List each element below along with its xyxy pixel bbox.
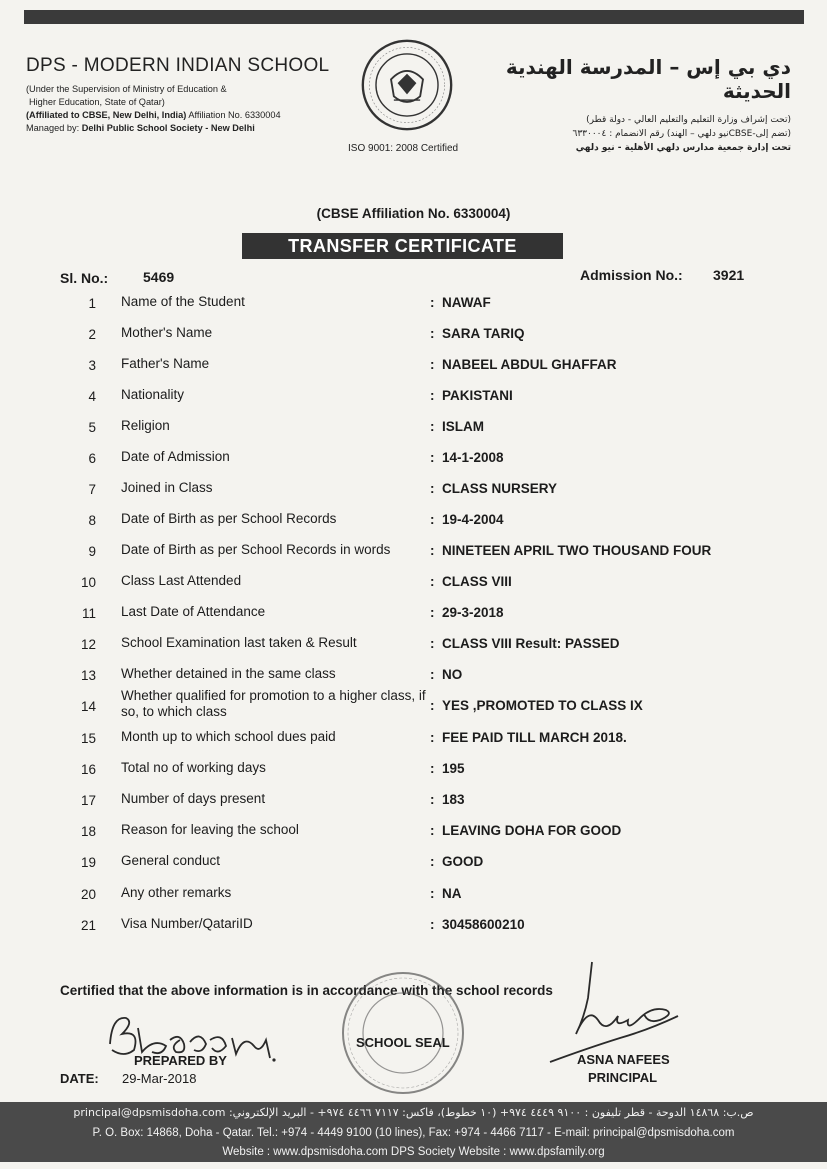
row-number: 4 xyxy=(88,389,96,404)
row-label: Visa Number/QatariID xyxy=(121,916,253,931)
row-value: FEE PAID TILL MARCH 2018. xyxy=(442,730,627,745)
table-row xyxy=(0,635,827,655)
row-number: 7 xyxy=(88,482,96,497)
row-label: Reason for leaving the school xyxy=(121,822,299,837)
row-label: Number of days present xyxy=(121,791,266,806)
row-number: 15 xyxy=(80,731,96,746)
certification-statement: Certified that the above information is in accordance with the school records xyxy=(60,983,553,998)
table-row xyxy=(0,604,827,624)
row-value: 195 xyxy=(442,761,465,776)
row-value: 183 xyxy=(442,792,465,807)
row-label: Religion xyxy=(121,418,170,433)
row-label: Nationality xyxy=(121,387,185,402)
row-colon: : xyxy=(430,917,435,932)
table-row xyxy=(0,387,827,407)
school-seal-label: SCHOOL SEAL xyxy=(356,1035,450,1050)
table-row xyxy=(0,325,827,345)
affiliation-bold: (Affiliated to CBSE, New Delhi, India) xyxy=(26,110,187,120)
certificate-title: TRANSFER CERTIFICATE xyxy=(242,233,563,259)
arabic-school-name: دي بي إس – المدرسة الهندية الحديثة xyxy=(505,55,791,103)
row-value: SARA TARIQ xyxy=(442,326,525,341)
row-label: Last Date of Attendance xyxy=(121,604,266,619)
table-row xyxy=(0,916,827,936)
row-number: 13 xyxy=(80,668,96,683)
row-colon: : xyxy=(430,450,435,465)
row-value: YES ,PROMOTED TO CLASS IX xyxy=(442,698,643,713)
admission-number-label: Admission No.: xyxy=(580,267,683,283)
row-value: LEAVING DOHA FOR GOOD xyxy=(442,823,622,838)
affiliation-rest: Affiliation No. 6330004 xyxy=(186,110,281,120)
row-number: 14 xyxy=(80,699,96,714)
row-value: NAWAF xyxy=(442,295,491,310)
managed-prefix: Managed by: xyxy=(26,123,82,133)
row-number: 9 xyxy=(88,544,96,559)
admission-number-value: 3921 xyxy=(713,267,745,283)
row-value: 29-3-2018 xyxy=(442,605,504,620)
date-label: DATE: xyxy=(60,1071,99,1086)
row-colon: : xyxy=(430,854,435,869)
cbse-affiliation: (CBSE Affiliation No. 6330004) xyxy=(316,206,511,221)
row-label: Class Last Attended xyxy=(121,573,242,588)
table-row xyxy=(0,418,827,438)
principal-name: ASNA NAFEES xyxy=(577,1052,670,1067)
row-label: Date of Admission xyxy=(121,449,230,464)
row-label: Month up to which school dues paid xyxy=(121,729,336,744)
row-colon: : xyxy=(430,605,435,620)
arabic-line-2: (تضم إلى-CBSEنيو دلهي – الهند) رقم الانضمام : ٦٣٣٠٠٠٤ xyxy=(572,129,791,139)
row-number: 19 xyxy=(80,855,96,870)
row-label: Whether detained in the same class xyxy=(121,666,336,681)
row-label: Mother's Name xyxy=(121,325,213,340)
table-row xyxy=(0,449,827,469)
row-number: 11 xyxy=(81,606,96,621)
header-line-2: Higher Education, State of Qatar) xyxy=(29,97,165,107)
row-number: 10 xyxy=(80,575,96,590)
serial-number-value: 5469 xyxy=(143,269,175,285)
row-label: Whether qualified for promotion to a higher class, if so, to which class xyxy=(121,688,426,719)
row-value: ISLAM xyxy=(442,419,484,434)
managed-bold: Delhi Public School Society - New Delhi xyxy=(81,123,255,133)
table-row xyxy=(0,791,827,811)
school-name: DPS - MODERN INDIAN SCHOOL xyxy=(26,55,330,76)
row-number: 2 xyxy=(88,327,96,342)
row-number: 12 xyxy=(80,637,96,652)
school-seal-stamp-icon xyxy=(340,970,466,1096)
table-row xyxy=(0,666,827,686)
table-row xyxy=(0,822,827,842)
footer-arabic-contact: ص.ب: ١٤٨٦٨ الدوحة - قطر تليفون : ٩١٠٠ ٤٤٤٩ ٩٧٤+ (١٠ خطوط)، فاكس: ٧١١٧ ٤٤٦٦ ٩٧٤+ - البريد الإلكتروني: principal@dpsmisdoha.com xyxy=(73,1106,754,1119)
row-value: PAKISTANI xyxy=(442,388,513,403)
row-colon: : xyxy=(430,419,435,434)
table-row xyxy=(0,542,827,562)
row-label: Any other remarks xyxy=(121,885,232,900)
row-label: Name of the Student xyxy=(121,294,245,309)
row-value: CLASS VIII Result: PASSED xyxy=(442,636,620,651)
arabic-line-3: تحت إدارة جمعية مدارس دلهي الأهلية - نيو دلهي xyxy=(575,143,791,153)
row-colon: : xyxy=(430,886,435,901)
table-row xyxy=(0,294,827,314)
row-label: Father's Name xyxy=(121,356,210,371)
table-row xyxy=(0,511,827,531)
header-left xyxy=(26,55,356,135)
row-value: 19-4-2004 xyxy=(442,512,504,527)
row-label: Date of Birth as per School Records xyxy=(121,511,337,526)
row-label: Date of Birth as per School Records in words xyxy=(121,542,391,557)
row-colon: : xyxy=(430,326,435,341)
header-line-1: (Under the Supervision of Ministry of Education & xyxy=(26,84,227,94)
row-number: 16 xyxy=(80,762,96,777)
row-value: NO xyxy=(442,667,463,682)
row-colon: : xyxy=(430,574,435,589)
row-colon: : xyxy=(430,636,435,651)
row-value: NINETEEN APRIL TWO THOUSAND FOUR xyxy=(442,543,712,558)
row-colon: : xyxy=(430,698,435,713)
prepared-by-label: PREPARED BY xyxy=(134,1053,227,1068)
table-row xyxy=(0,885,827,905)
row-value: 14-1-2008 xyxy=(442,450,504,465)
table-row xyxy=(0,573,827,593)
row-colon: : xyxy=(430,543,435,558)
row-number: 5 xyxy=(88,420,96,435)
managed-line xyxy=(26,122,356,135)
row-value: NABEEL ABDUL GHAFFAR xyxy=(442,357,617,372)
row-colon: : xyxy=(430,481,435,496)
footer-websites: Website : www.dpsmisdoha.com DPS Society Website : www.dpsfamily.org xyxy=(222,1146,605,1158)
table-row xyxy=(0,760,827,780)
row-number: 8 xyxy=(88,513,96,528)
row-colon: : xyxy=(430,730,435,745)
serial-number-label: Sl. No.: xyxy=(60,270,109,286)
table-row xyxy=(0,853,827,873)
affiliation-line xyxy=(26,109,356,122)
row-colon: : xyxy=(430,667,435,682)
date-value: 29-Mar-2018 xyxy=(122,1071,197,1086)
row-label: Total no of working days xyxy=(121,760,266,775)
row-number: 3 xyxy=(88,358,96,373)
row-value: CLASS NURSERY xyxy=(442,481,558,496)
footer-english-contact: P. O. Box: 14868, Doha - Qatar. Tel.: +974 - 4449 9100 (10 lines), Fax: +974 - 4466 7117 - E-mail: principal@dpsmisdoha.com xyxy=(92,1127,735,1139)
row-value: 30458600210 xyxy=(442,917,525,932)
row-value: GOOD xyxy=(442,854,484,869)
row-colon: : xyxy=(430,823,435,838)
table-row xyxy=(0,356,827,376)
row-number: 1 xyxy=(88,296,96,311)
row-value: CLASS VIII xyxy=(442,574,512,589)
row-value: NA xyxy=(442,886,462,901)
iso-certification: ISO 9001: 2008 Certified xyxy=(348,143,459,154)
row-colon: : xyxy=(430,761,435,776)
row-colon: : xyxy=(430,295,435,310)
row-label: General conduct xyxy=(121,853,221,868)
school-logo-icon xyxy=(360,38,454,132)
row-label: School Examination last taken & Result xyxy=(121,635,357,650)
arabic-line-1: (تحت إشراف وزارة التعليم والتعليم العالي - دولة قطر) xyxy=(586,115,791,125)
row-colon: : xyxy=(430,792,435,807)
header-top-bar xyxy=(24,10,804,24)
table-row xyxy=(0,688,827,719)
principal-title: PRINCIPAL xyxy=(588,1070,658,1085)
table-row xyxy=(0,480,827,500)
header-right-arabic xyxy=(491,55,791,155)
row-colon: : xyxy=(430,388,435,403)
footer-contact-bar xyxy=(0,1102,827,1162)
row-number: 20 xyxy=(80,887,96,902)
row-number: 6 xyxy=(88,451,96,466)
row-number: 17 xyxy=(80,793,96,808)
row-colon: : xyxy=(430,357,435,372)
row-number: 18 xyxy=(80,824,96,839)
table-row xyxy=(0,729,827,749)
row-number: 21 xyxy=(80,918,96,933)
row-label: Joined in Class xyxy=(121,480,213,495)
row-colon: : xyxy=(430,512,435,527)
